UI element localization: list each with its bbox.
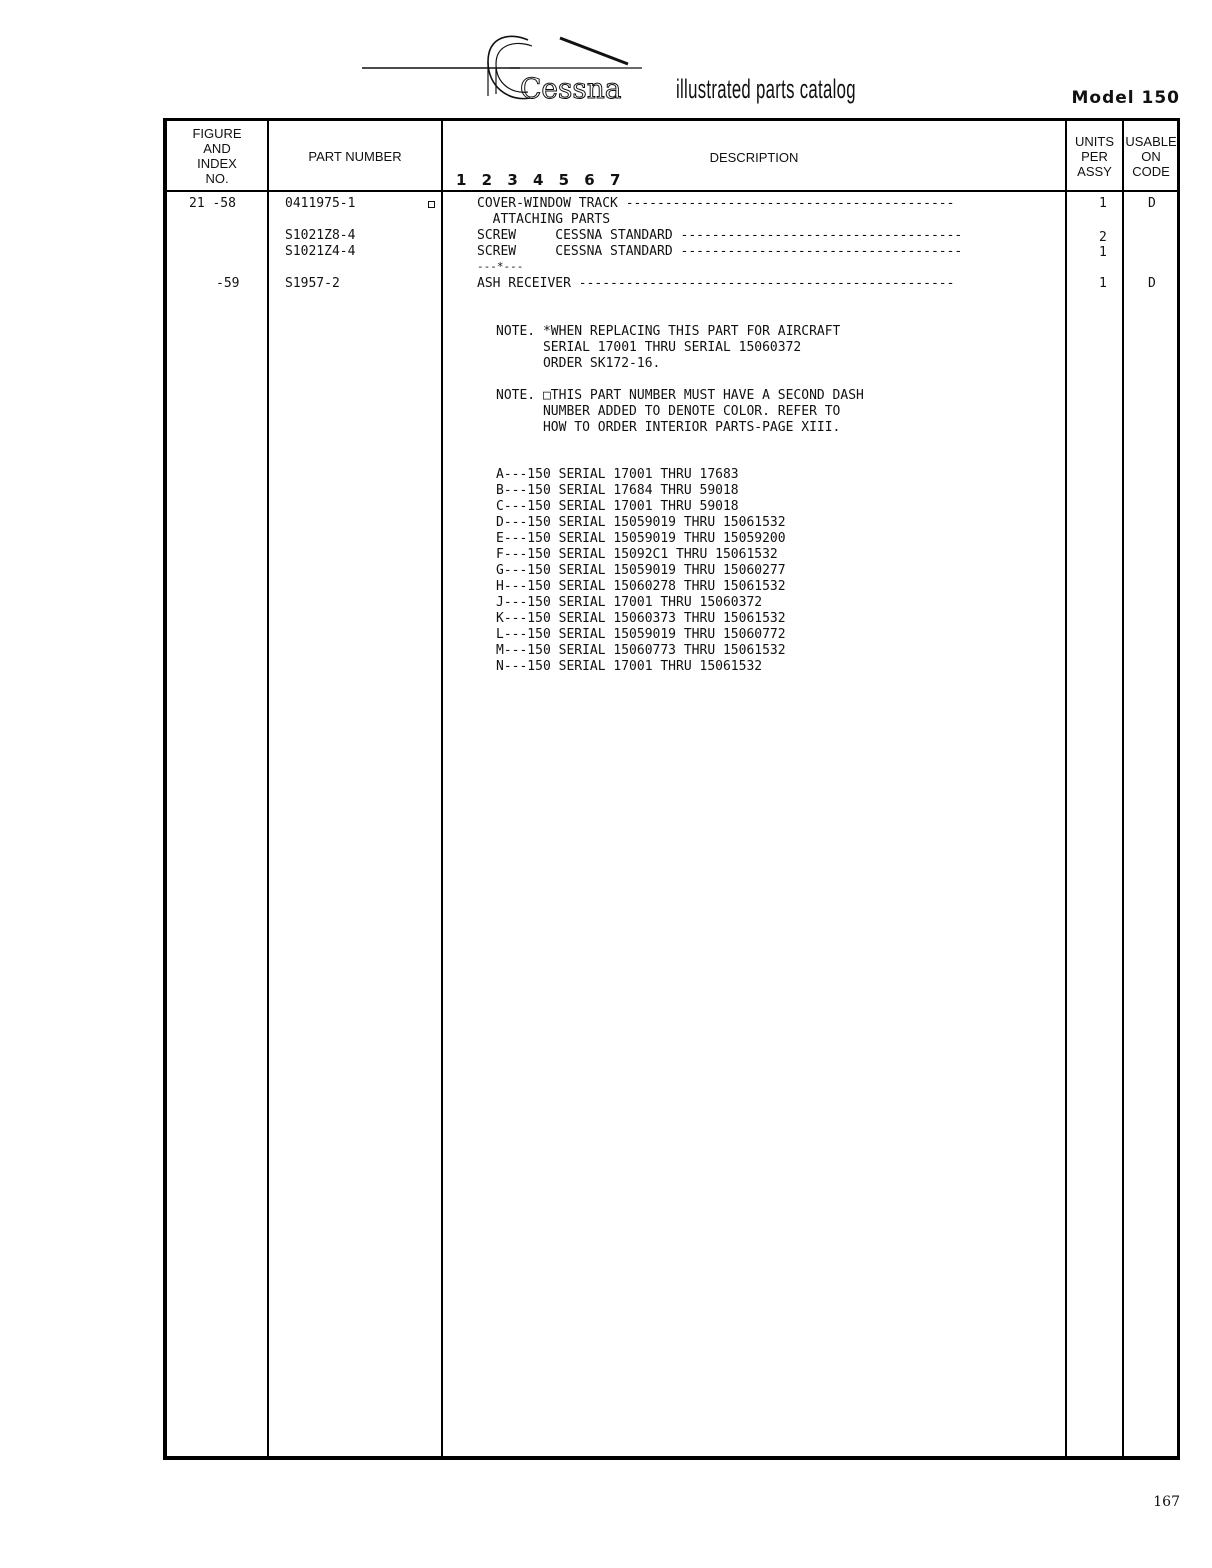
- row-units: 1: [1099, 245, 1107, 260]
- table-border-top: [163, 118, 1180, 121]
- header-units-line: ASSY: [1077, 163, 1112, 179]
- note-line: HOW TO ORDER INTERIOR PARTS-PAGE XIII.: [496, 420, 841, 435]
- row-units: 2: [1099, 230, 1107, 245]
- parts-table: [163, 118, 1180, 1460]
- note-line: NOTE. *WHEN REPLACING THIS PART FOR AIRCRAFT: [496, 324, 841, 339]
- row-part-number: S1021Z4-4: [285, 244, 356, 259]
- code-legend-line: N---150 SERIAL 17001 THRU 15061532: [496, 659, 763, 674]
- header-figure-line: AND: [203, 141, 231, 156]
- table-border-left: [163, 118, 167, 1460]
- note-line: ORDER SK172-16.: [496, 356, 661, 371]
- row-description: SCREW CESSNA STANDARD ------------------------------------: [477, 244, 963, 259]
- model-label: Model 150: [1071, 88, 1180, 108]
- row-code: D: [1148, 276, 1156, 291]
- row-units: 1: [1099, 276, 1107, 291]
- header-units: [1067, 124, 1122, 188]
- row-units: 1: [1099, 196, 1107, 211]
- row-description: SCREW CESSNA STANDARD ------------------------------------: [477, 228, 963, 243]
- code-legend-line: E---150 SERIAL 15059019 THRU 15059200: [496, 531, 786, 546]
- header-units-line: PER: [1081, 148, 1108, 164]
- header-usable-line: CODE: [1132, 163, 1170, 179]
- code-legend-line: H---150 SERIAL 15060278 THRU 15061532: [496, 579, 786, 594]
- page-number: 167: [1153, 1494, 1180, 1510]
- header-figure-line: NO.: [205, 171, 229, 186]
- indent-levels: 1 2 3 4 5 6 7: [456, 171, 626, 189]
- row-part-number: 0411975-1: [285, 196, 356, 211]
- column-divider: [1065, 118, 1067, 1460]
- header-usable-line: USABLE: [1125, 133, 1177, 149]
- code-legend-line: B---150 SERIAL 17684 THRU 59018: [496, 483, 739, 498]
- header-usable: [1124, 124, 1178, 188]
- row-part-number: S1957-2: [285, 276, 340, 291]
- row-figure: 21 -58: [189, 196, 236, 211]
- code-legend-line: M---150 SERIAL 15060773 THRU 15061532: [496, 643, 786, 658]
- logo-wordmark: Cessna: [520, 72, 622, 105]
- column-divider: [1122, 118, 1124, 1460]
- table-border-bottom: [163, 1456, 1180, 1460]
- code-legend-line: J---150 SERIAL 17001 THRU 15060372: [496, 595, 763, 610]
- code-legend-line: K---150 SERIAL 15060373 THRU 15061532: [496, 611, 786, 626]
- code-legend-line: G---150 SERIAL 15059019 THRU 15060277: [496, 563, 786, 578]
- row-description: ---*---: [477, 260, 524, 273]
- row-description: ASH RECEIVER ------------------------------------------------: [477, 276, 955, 291]
- column-divider: [441, 118, 443, 1460]
- row-description: ATTACHING PARTS: [477, 212, 611, 227]
- code-legend-line: A---150 SERIAL 17001 THRU 17683: [496, 467, 739, 482]
- header-usable-line: ON: [1141, 148, 1161, 164]
- row-code: D: [1148, 196, 1156, 211]
- note-line: NOTE. □THIS PART NUMBER MUST HAVE A SECOND DASH: [496, 388, 864, 403]
- header-part-number: PART NUMBER: [308, 148, 402, 164]
- header-figure-line: INDEX: [197, 156, 237, 171]
- column-divider: [267, 118, 269, 1460]
- row-part-number: S1021Z8-4: [285, 228, 356, 243]
- row-figure: -59: [216, 276, 240, 291]
- header-figure-index: [167, 124, 267, 188]
- code-legend-line: L---150 SERIAL 15059019 THRU 15060772: [496, 627, 786, 642]
- header-figure-line: FIGURE: [192, 126, 242, 141]
- row-description: COVER-WINDOW TRACK ------------------------------------------: [477, 196, 955, 211]
- header-units-line: UNITS: [1075, 133, 1114, 149]
- note-line: SERIAL 17001 THRU SERIAL 15060372: [496, 340, 802, 355]
- header-divider: [163, 190, 1180, 192]
- code-legend-line: C---150 SERIAL 17001 THRU 59018: [496, 499, 739, 514]
- catalog-title: illustrated parts catalog: [676, 74, 856, 104]
- code-legend-line: F---150 SERIAL 15092C1 THRU 15061532: [496, 547, 778, 562]
- note-line: NUMBER ADDED TO DENOTE COLOR. REFER TO: [496, 404, 841, 419]
- table-border-right: [1177, 118, 1180, 1460]
- color-dash-mark-icon: [428, 201, 435, 208]
- header-description: DESCRIPTION: [709, 150, 799, 165]
- code-legend-line: D---150 SERIAL 15059019 THRU 15061532: [496, 515, 786, 530]
